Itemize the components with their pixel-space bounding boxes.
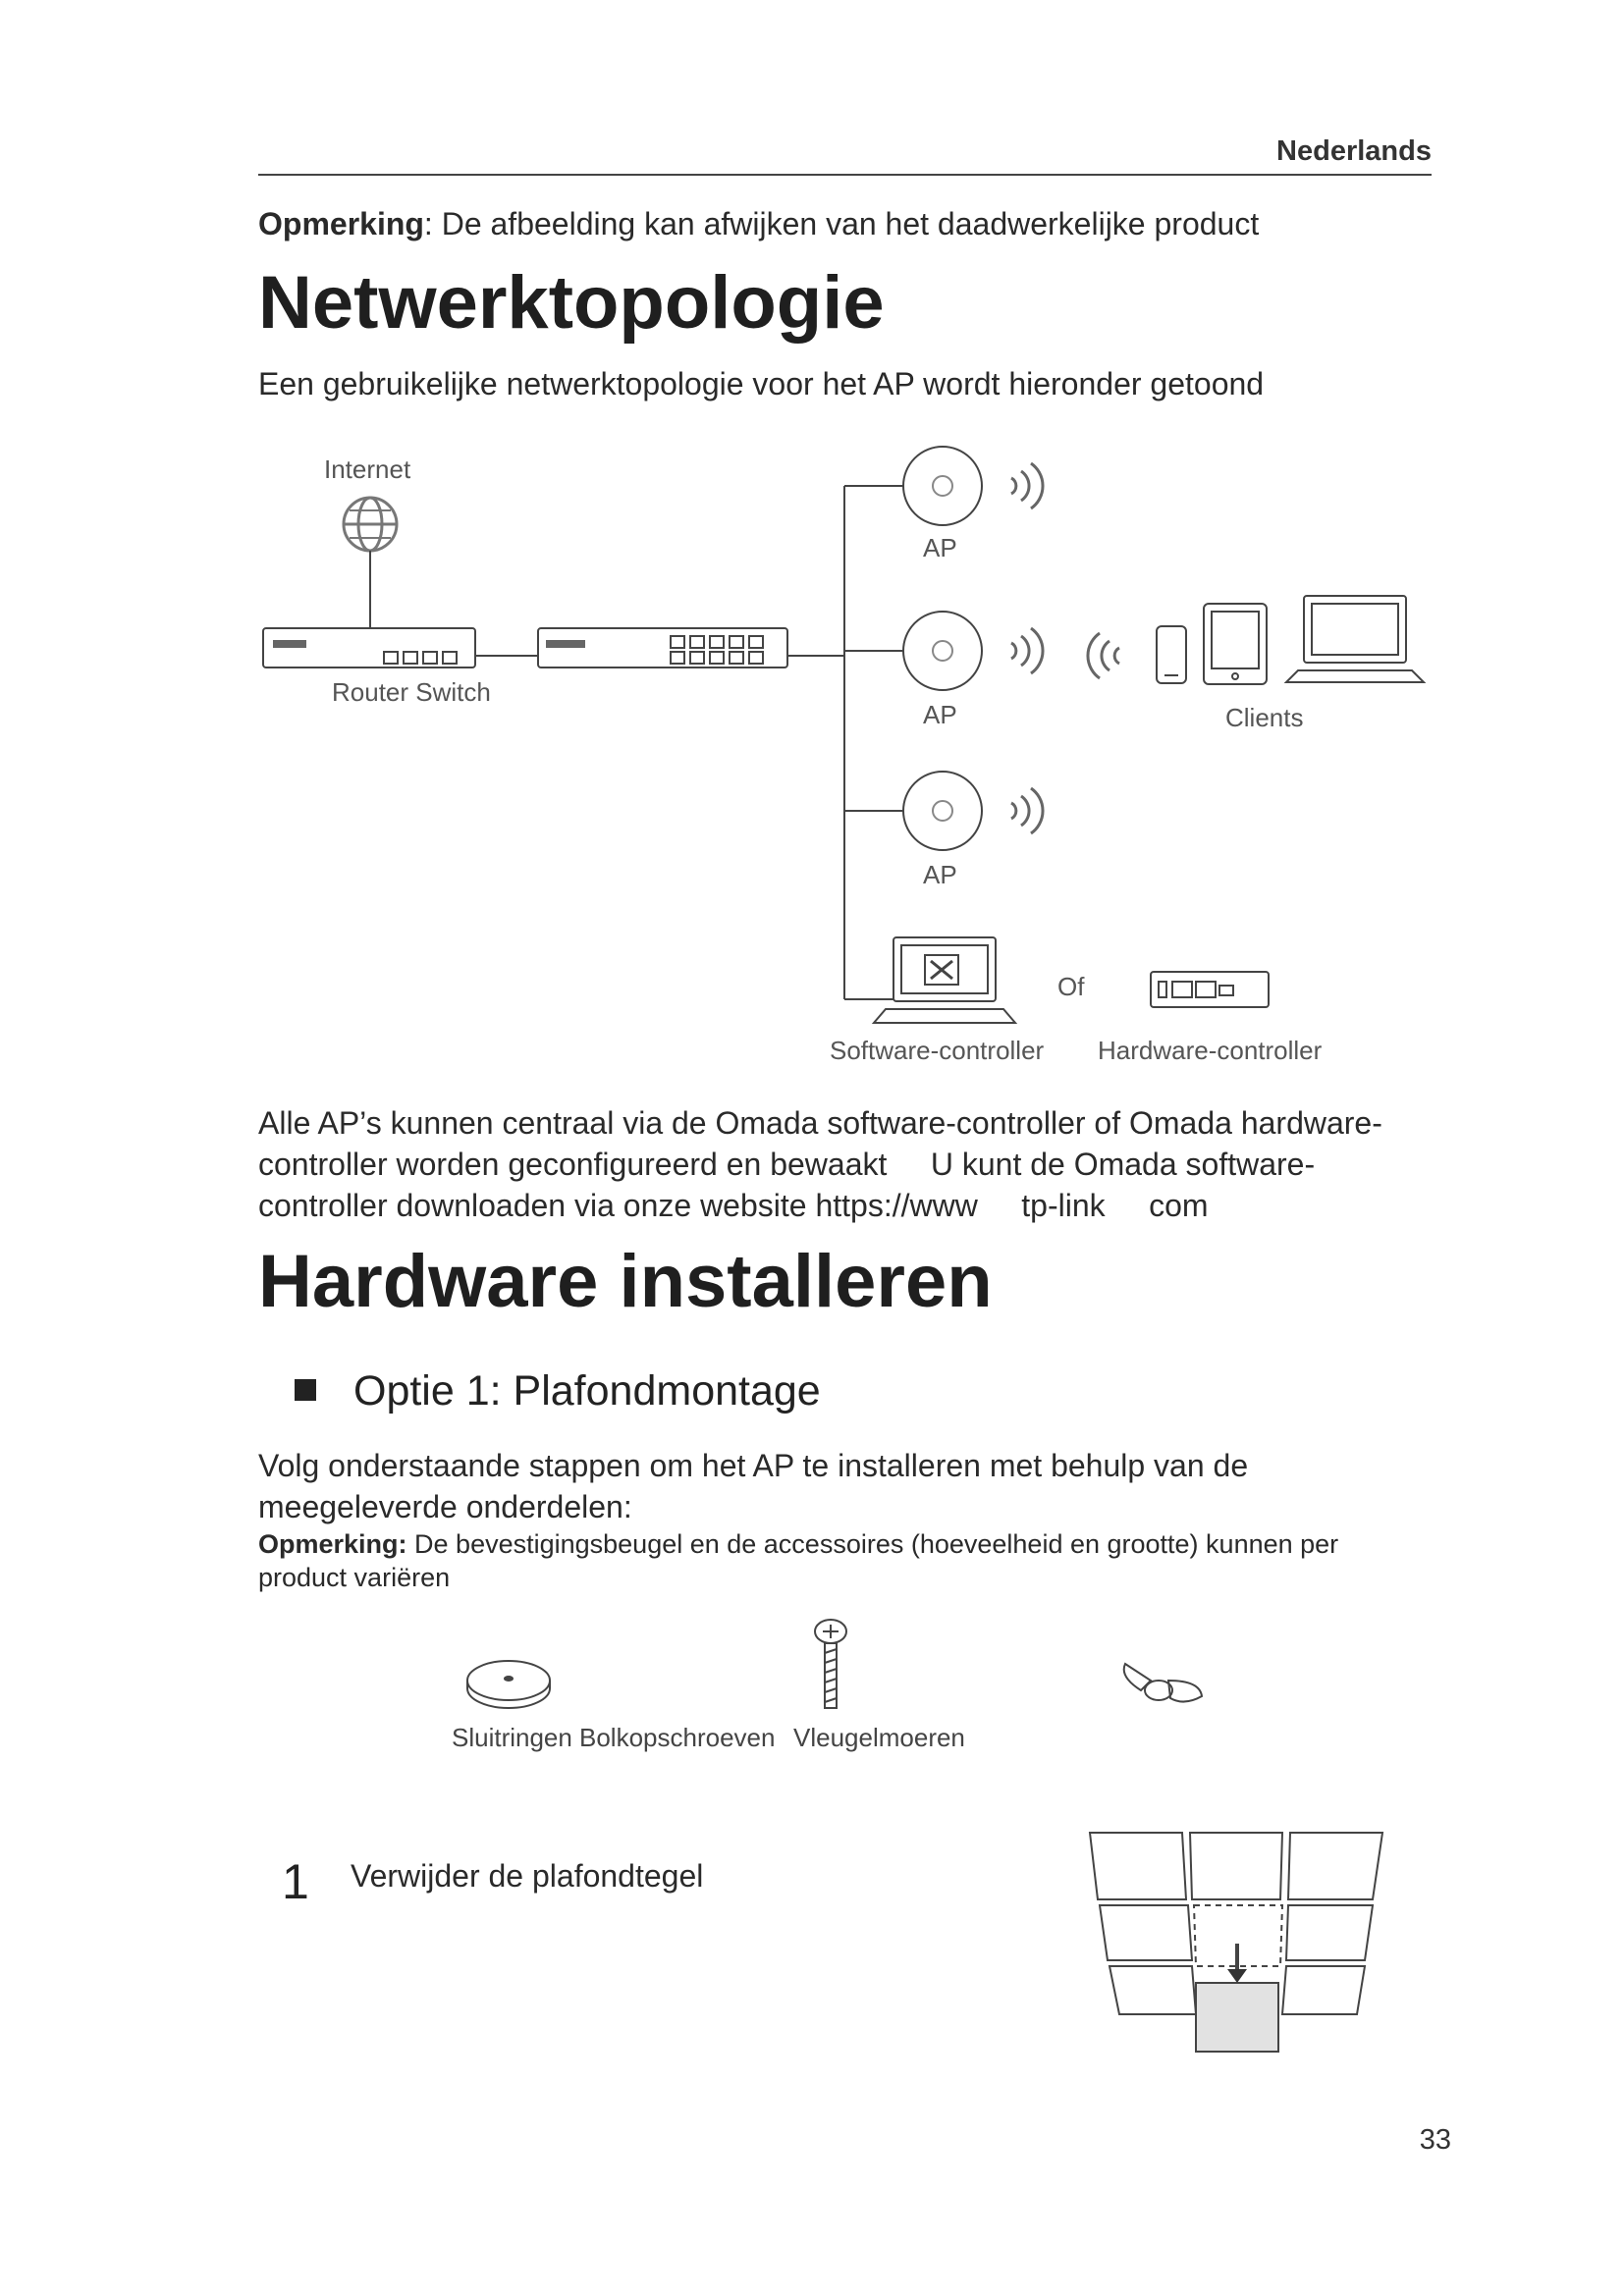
step-text: Verwijder de plafondtegel bbox=[351, 1858, 704, 1894]
topology-description-line-3: controller downloaden via onze website https://www tp-link com bbox=[258, 1188, 1209, 1223]
ap-icon-1 bbox=[903, 447, 982, 525]
switch-icon bbox=[538, 628, 787, 667]
step-number: 1 bbox=[282, 1854, 309, 1909]
ap-label-1: AP bbox=[923, 533, 957, 562]
ap-icon-2 bbox=[903, 612, 982, 690]
note-top-text: : De afbeelding kan afwijken van het daadwerkelijke product bbox=[423, 206, 1260, 241]
internet-globe-icon bbox=[344, 498, 397, 551]
topology-description-line-2: controller worden geconfigureerd en bewaakt U kunt de Omada software- bbox=[258, 1147, 1316, 1182]
header-language: Nederlands bbox=[1276, 135, 1432, 167]
option-title bbox=[295, 1367, 821, 1415]
note-top-label: Opmerking bbox=[258, 206, 424, 241]
clients-label: Clients bbox=[1225, 703, 1304, 732]
software-controller-icon bbox=[874, 937, 1015, 1023]
hardware-controller-label: Hardware-controller bbox=[1098, 1036, 1323, 1065]
section-title-hardware: Hardware installeren bbox=[258, 1240, 993, 1323]
hardware-controller-icon bbox=[1151, 972, 1269, 1007]
topology-description bbox=[258, 1102, 1436, 1226]
wifi-signal-icon bbox=[1011, 463, 1119, 833]
ap-label-2: AP bbox=[923, 700, 957, 729]
part-label-wing-nuts: Vleugelmoeren bbox=[793, 1723, 965, 1752]
install-intro-line-1: Volg onderstaande stappen om het AP te installeren met behulp van de bbox=[258, 1448, 1249, 1483]
router-switch-label: Router Switch bbox=[332, 677, 491, 707]
ap-icon-3 bbox=[903, 772, 982, 850]
part-label-screws: Bolkopschroeven bbox=[579, 1723, 776, 1752]
topology-description-line-1: Alle AP’s kunnen centraal via de Omada software-controller of Omada hardware- bbox=[258, 1105, 1382, 1141]
bullet-square-icon bbox=[295, 1379, 316, 1401]
install-note-text: De bevestigingsbeugel en de accessoires (hoeveelheid en grootte) kunnen per bbox=[406, 1529, 1339, 1559]
laptop-icon bbox=[1286, 596, 1424, 682]
header-divider bbox=[258, 174, 1432, 176]
ap-label-3: AP bbox=[923, 860, 957, 889]
screw-icon bbox=[815, 1620, 846, 1708]
topology-lead: Een gebruikelijke netwerktopologie voor het AP wordt hieronder getoond bbox=[258, 366, 1265, 401]
option-title-text: Optie 1: Plafondmontage bbox=[353, 1367, 821, 1415]
internet-label: Internet bbox=[324, 454, 411, 484]
note-top bbox=[258, 206, 1436, 242]
or-label: Of bbox=[1057, 972, 1085, 1001]
install-intro bbox=[258, 1445, 1436, 1527]
wing-nut-icon bbox=[1124, 1664, 1202, 1702]
install-note-text-2: product variëren bbox=[258, 1563, 451, 1592]
router-icon bbox=[263, 628, 475, 667]
install-intro-line-2: meegeleverde onderdelen: bbox=[258, 1489, 632, 1524]
tablet-icon bbox=[1204, 604, 1267, 684]
install-note-label: Opmerking: bbox=[258, 1529, 407, 1559]
washer-icon bbox=[467, 1661, 550, 1708]
part-label-washers: Sluitringen bbox=[452, 1723, 572, 1752]
phone-icon bbox=[1157, 626, 1186, 683]
software-controller-label: Software-controller bbox=[830, 1036, 1045, 1065]
install-note bbox=[258, 1527, 1436, 1594]
page-number: 33 bbox=[1419, 2124, 1451, 2156]
section-title-topology: Netwerktopologie bbox=[258, 261, 885, 345]
